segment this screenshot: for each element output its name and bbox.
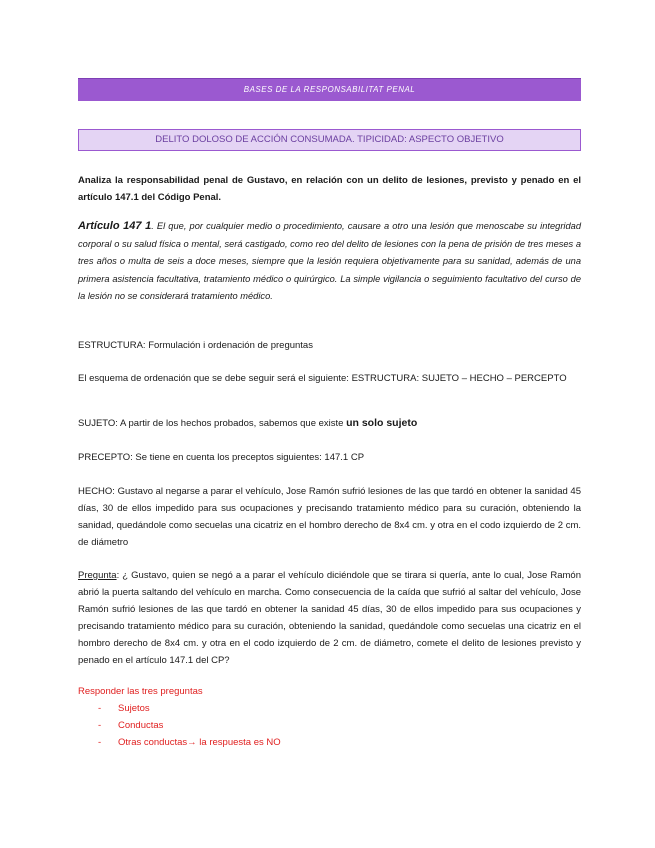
list-dash: - — [98, 737, 102, 748]
pregunta-paragraph — [78, 567, 581, 669]
article-text: . El que, por cualquier medio o procedimiento, causare a otro una lesión que menoscabe su integridad corporal o su salud física o mental, será castigado, como reo del delito de lesiones con la pena de prisión de tres meses a tres años o multa de seis a doce meses, siempre que la lesión requiera objetivamente para su sanidad, además de una primera asistencia facultativa, tratamiento médico o quirúrgico. La simple vigilancia o seguimiento facultativo del curso de la lesión no se considerará tratamiento médico. — [78, 221, 582, 302]
list-item — [78, 717, 581, 734]
list-item-text: Otras conductas→ la respuesta es NO — [118, 737, 281, 748]
intro-question: Analiza la responsabilidad penal de Gustavo, en relación con un delito de lesiones, previsto y penado en el artículo 147.1 del Código Penal. — [78, 175, 581, 203]
responder-title: Responder las tres preguntas — [78, 686, 203, 697]
section-subheader: DELITO DOLOSO DE ACCIÓN CONSUMADA. TIPICIDAD: ASPECTO OBJETIVO — [78, 129, 581, 151]
list-dash: - — [98, 720, 102, 731]
list-item — [78, 734, 581, 751]
list-item-text: Conductas — [118, 720, 164, 731]
hecho-paragraph: HECHO: Gustavo al negarse a parar el vehículo, Jose Ramón sufrió lesiones de las que tardó en obtener la sanidad 45 días, 30 de ellos impedido para sus ocupaciones y precisando tratamiento médico para su curación, obteniendo la sanidad, quedándole como secuelas una cicatriz en el hombro derecho de 8x4 cm. y otra en el codo izquierdo de 2 cm. de diámetro — [78, 486, 581, 548]
estructura-line: ESTRUCTURA: Formulación i ordenación de preguntas — [78, 340, 313, 351]
sujeto-text: SUJETO: A partir de los hechos probados, sabemos que existe — [78, 418, 347, 429]
article-reference: Artículo 147 1 — [78, 220, 152, 232]
list-item — [78, 700, 581, 717]
sujeto-paragraph — [78, 415, 581, 432]
esquema-paragraph: El esquema de ordenación que se debe seguir será el siguiente: ESTRUCTURA: SUJETO – HECHO – PERCEPTO — [78, 373, 567, 384]
list-dash: - — [98, 703, 102, 714]
pregunta-label: Pregunta — [78, 570, 117, 581]
responder-list — [78, 700, 581, 751]
header-banner: BASES DE LA RESPONSABILITAT PENAL — [78, 78, 581, 101]
pregunta-text: : ¿ Gustavo, quien se negó a a parar el vehículo diciéndole que se tirara si quería, ante lo cual, Jose Ramón abrió la puerta saltando del vehículo en marcha. Como consecuencia de la caída que sufrió al saltar del vehículo, Jose Ramón sufrió lesiones de las que tardó en obtener la sanidad 45 días, 30 de ellos impedido para sus ocupaciones y precisando tratamiento médico para su curación, obteniendo la sanidad, quedándole como secuelas una cicatriz en el hombro derecho de 8x4 cm. y otra en el codo izquierdo de 2 cm. de diámetro, comete el delito de lesiones previsto y penado en el artículo 147.1 del CP? — [78, 570, 581, 666]
sujeto-emphasis: un solo sujeto — [346, 417, 418, 429]
article-quote — [78, 218, 581, 306]
precepto-paragraph: PRECEPTO: Se tiene en cuenta los preceptos siguientes: 147.1 CP — [78, 452, 365, 463]
list-item-text: Sujetos — [118, 703, 150, 714]
responder-section — [78, 683, 581, 751]
